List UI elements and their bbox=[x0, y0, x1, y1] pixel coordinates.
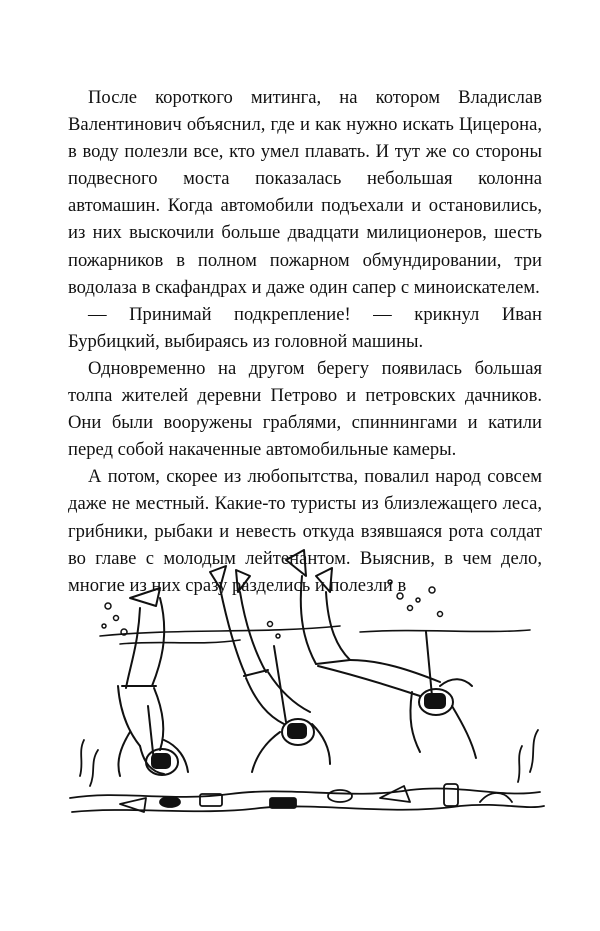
paragraph-2: — Принимай подкрепление! — крикнул Иван Бурбицкий, выбираясь из головной машины. bbox=[68, 303, 542, 352]
diver-1 bbox=[118, 588, 188, 776]
paragraph-1: После короткого митинга, на котором Владислав Валентинович объяснил, где и как нужно искать Цицерона, в воду полезли все, кто умел плавать. И тут же со стороны подвесного моста показалась небольшая колонна автомашин. Когда автомобили подъехали и остановились, из них выскочили больше двадцати милиционеров, шесть пожарников в полном пожарном обмундировании, три водолаза в скафандрах и даже один сапер с миноискателем. bbox=[68, 87, 542, 298]
divers-illustration bbox=[60, 536, 550, 846]
body-text bbox=[68, 84, 542, 599]
diver-2 bbox=[210, 566, 330, 772]
paragraph-3: Одновременно на другом берегу появилась большая толпа жителей деревни Петрово и петровских дачников. Они были вооружены граблями, спиннингами и катили перед собой накаченные автомобильные камеры. bbox=[68, 357, 542, 461]
paragraph-4: А потом, скорее из любопытства, повалил народ совсем даже не местный. Какие-то туристы из близлежащего леса, грибники, рыбаки и невесть откуда взявшаяся рота солдат во главе с молодым лейтенантом. Выяснив, в чем дело, многие из них сразу разделись и полезли в bbox=[68, 466, 542, 596]
